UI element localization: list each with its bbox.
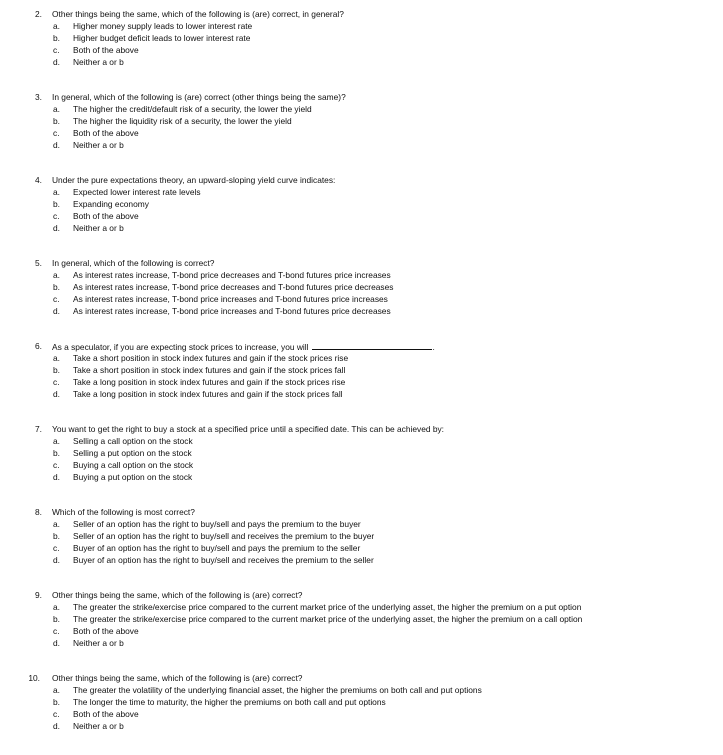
question-text [52,589,302,601]
option-text: The higher the credit/default risk of a security, the lower the yield [73,104,312,114]
question-number: 9. [35,590,42,600]
question-block [0,589,723,649]
option-row [0,554,723,566]
option-row [0,447,723,459]
option-row [0,32,723,44]
option-row [0,103,723,115]
option-text: Higher budget deficit leads to lower interest rate [73,33,251,43]
option-letter: a. [53,602,60,612]
question-text-main: Which of the following is most correct? [52,507,195,517]
option-row [0,293,723,305]
question-list [0,8,723,755]
option-row [0,696,723,708]
option-text: Buyer of an option has the right to buy/sell and pays the premium to the seller [73,543,361,553]
question-text [52,174,335,186]
option-text: The greater the strike/exercise price compared to the current market price of the underlying asset, the higher the premium on a call option [73,614,583,624]
question-text [52,8,344,20]
option-text: Selling a put option on the stock [73,448,192,458]
option-letter: c. [53,294,60,304]
question-number: 10. [28,673,40,683]
option-text: The longer the time to maturity, the higher the premiums on both call and put options [73,697,386,707]
question-text-main: Other things being the same, which of the following is (are) correct? [52,673,303,683]
option-letter: c. [53,377,60,387]
question-number: 3. [35,92,42,102]
option-text: Both of the above [73,128,139,138]
question-text-main: Under the pure expectations theory, an upward-sloping yield curve indicates: [52,175,336,185]
question-text [52,91,346,103]
option-text: As interest rates increase, T-bond price decreases and T-bond futures price increases [73,270,391,280]
question-text-end: . [432,342,435,352]
option-text: Take a long position in stock index futures and gain if the stock prices fall [73,389,343,399]
option-row [0,459,723,471]
option-row [0,601,723,613]
option-letter: a. [53,353,60,363]
option-letter: b. [53,697,60,707]
option-letter: d. [53,472,60,482]
option-letter: d. [53,306,60,316]
question-text-main: Other things being the same, which of the following is (are) correct, in general? [52,9,344,19]
question-header [0,423,723,435]
option-text: Selling a call option on the stock [73,436,193,446]
question-header [0,174,723,186]
option-row [0,435,723,447]
option-text: Buying a call option on the stock [73,460,194,470]
option-row [0,186,723,198]
option-text: Both of the above [73,45,139,55]
option-row [0,222,723,234]
option-letter: c. [53,211,60,221]
option-row [0,684,723,696]
option-letter: b. [53,365,60,375]
option-text: Seller of an option has the right to buy/sell and pays the premium to the buyer [73,519,361,529]
question-number: 5. [35,258,42,268]
option-row [0,720,723,732]
option-letter: a. [53,270,60,280]
option-letter: a. [53,21,60,31]
option-text: The greater the volatility of the underlying financial asset, the higher the premiums on both call and put options [73,685,482,695]
option-letter: d. [53,223,60,233]
option-row [0,613,723,625]
option-row [0,530,723,542]
option-row [0,198,723,210]
option-text: The higher the liquidity risk of a security, the lower the yield [73,116,292,126]
question-header [0,672,723,684]
option-letter: c. [53,543,60,553]
option-letter: a. [53,519,60,529]
question-block [0,91,723,151]
option-row [0,376,723,388]
option-row [0,20,723,32]
option-letter: d. [53,721,60,731]
option-letter: d. [53,638,60,648]
option-row [0,305,723,317]
option-text: Neither a or b [73,721,124,731]
question-number: 4. [35,175,42,185]
option-letter: b. [53,531,60,541]
option-text: As interest rates increase, T-bond price increases and T-bond futures price decreases [73,306,391,316]
question-block [0,257,723,317]
question-text-main: In general, which of the following is (are) correct (other things being the same)? [52,92,346,102]
option-text: As interest rates increase, T-bond price decreases and T-bond futures price decreases [73,282,394,292]
question-text [52,672,302,684]
option-letter: b. [53,282,60,292]
option-row [0,625,723,637]
option-text: Higher money supply leads to lower interest rate [73,21,253,31]
option-text: Both of the above [73,709,139,719]
option-text: Take a short position in stock index futures and gain if the stock prices fall [73,365,346,375]
question-header [0,589,723,601]
question-block [0,423,723,483]
option-letter: c. [53,626,60,636]
option-letter: b. [53,116,60,126]
option-text: Neither a or b [73,223,124,233]
option-row [0,127,723,139]
option-text: Take a short position in stock index futures and gain if the stock prices rise [73,353,349,363]
option-letter: c. [53,45,60,55]
question-number: 6. [35,341,42,351]
option-row [0,388,723,400]
option-letter: c. [53,709,60,719]
question-header [0,506,723,518]
question-header [0,8,723,20]
option-row [0,210,723,222]
option-text: As interest rates increase, T-bond price increases and T-bond futures price increases [73,294,388,304]
option-text: Neither a or b [73,638,124,648]
option-text: Both of the above [73,626,139,636]
question-header [0,257,723,269]
option-text: The greater the strike/exercise price compared to the current market price of the underlying asset, the higher the premium on a put option [73,602,582,612]
option-letter: a. [53,436,60,446]
option-letter: d. [53,555,60,565]
question-header [0,91,723,103]
question-text-main: You want to get the right to buy a stock at a specified price until a specified date. This can be achieved by: [52,424,445,434]
option-row [0,44,723,56]
question-text [52,423,444,435]
question-text [52,257,214,269]
question-number: 7. [35,424,42,434]
question-block [0,8,723,68]
option-text: Neither a or b [73,57,124,67]
option-letter: b. [53,33,60,43]
question-number: 2. [35,9,42,19]
question-text-main: Other things being the same, which of the following is (are) correct? [52,590,303,600]
option-letter: d. [53,57,60,67]
option-letter: b. [53,199,60,209]
option-letter: d. [53,389,60,399]
option-letter: a. [53,685,60,695]
option-row [0,352,723,364]
question-block [0,506,723,566]
option-row [0,56,723,68]
option-row [0,708,723,720]
option-text: Expanding economy [73,199,149,209]
option-text: Both of the above [73,211,139,221]
question-block [0,340,723,400]
option-letter: c. [53,128,60,138]
option-letter: b. [53,614,60,624]
option-row [0,364,723,376]
question-header [0,340,723,352]
question-text [52,506,195,518]
option-row [0,542,723,554]
question-text-main: In general, which of the following is correct? [52,258,215,268]
option-text: Seller of an option has the right to buy/sell and receives the premium to the buyer [73,531,375,541]
option-row [0,281,723,293]
question-text-main: As a speculator, if you are expecting stock prices to increase, you will [52,342,309,352]
option-row [0,269,723,281]
option-text: Buying a put option on the stock [73,472,193,482]
option-row [0,139,723,151]
option-text: Buyer of an option has the right to buy/sell and receives the premium to the seller [73,555,374,565]
option-row [0,518,723,530]
question-block [0,672,723,732]
option-letter: b. [53,448,60,458]
option-letter: d. [53,140,60,150]
option-letter: c. [53,460,60,470]
option-letter: a. [53,187,60,197]
question-block [0,174,723,234]
option-letter: a. [53,104,60,114]
option-row [0,637,723,649]
option-text: Neither a or b [73,140,124,150]
option-text: Expected lower interest rate levels [73,187,201,197]
question-number: 8. [35,507,42,517]
answer-blank-line [312,340,432,350]
option-text: Take a long position in stock index futures and gain if the stock prices rise [73,377,346,387]
option-row [0,115,723,127]
option-row [0,471,723,483]
